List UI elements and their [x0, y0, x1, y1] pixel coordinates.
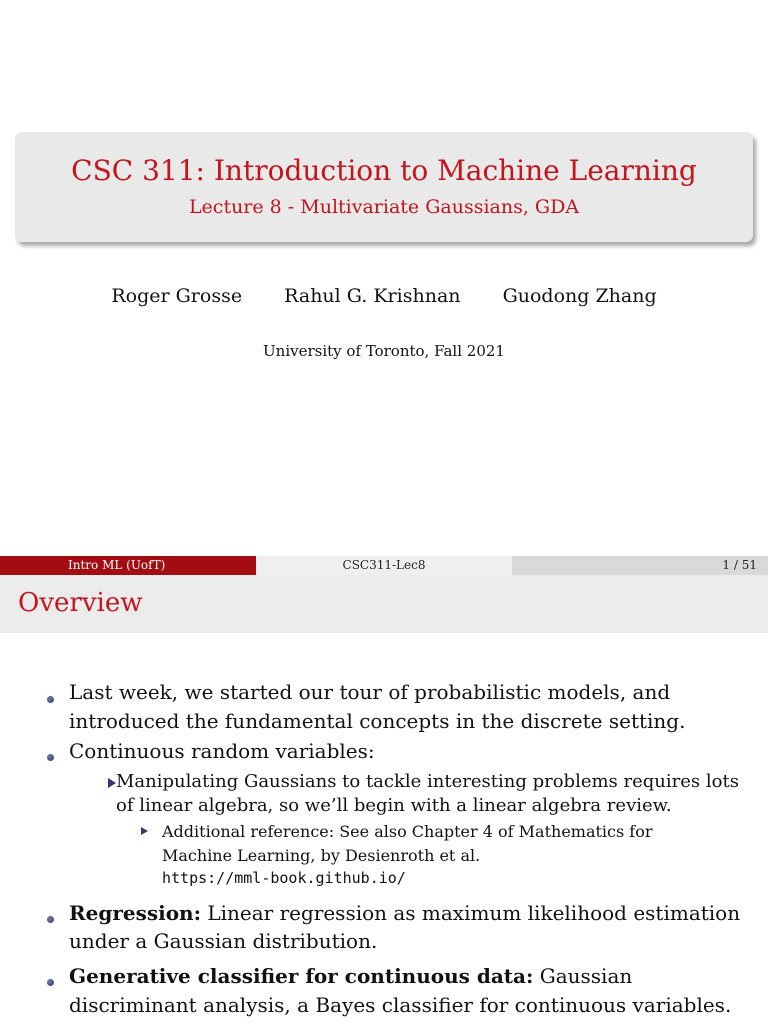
footer-left — [0, 556, 256, 575]
bullet-1-line-1: Last week, we started our tour of probabilistic models, and — [69, 680, 671, 704]
bullet-dot-icon — [47, 754, 54, 761]
bullet-triangle-icon — [141, 827, 148, 835]
bullet-3-line-1 — [69, 899, 740, 927]
bullet-4-line-2: discriminant analysis, a Bayes classifier for continuous variables. — [69, 993, 732, 1017]
authors — [0, 285, 768, 307]
author-3: Guodong Zhang — [502, 285, 657, 307]
bullet-1-line-2: introduced the fundamental concepts in the discrete setting. — [69, 709, 686, 733]
bullet-3-bold: Regression: — [69, 901, 201, 925]
overview-content — [0, 633, 768, 1024]
bullet-dot-icon — [47, 916, 54, 923]
footer-lecture: CSC311-Lec8 — [342, 558, 426, 572]
reference-link[interactable]: https://mml-book.github.io/ — [162, 869, 406, 887]
bullet-2-sub-line-2: of linear algebra, so we’ll begin with a linear algebra review. — [116, 795, 672, 816]
frame-title-bar — [0, 575, 768, 633]
bullet-3-line-2: under a Gaussian distribution. — [69, 929, 378, 953]
frame-title: Overview — [18, 588, 143, 618]
footer-center — [256, 556, 512, 575]
bullet-triangle-icon — [108, 778, 116, 788]
bullet-dot-icon — [47, 696, 54, 703]
slide-subtitle: Lecture 8 - Multivariate Gaussians, GDA — [188, 196, 580, 218]
bullet-4-text: Gaussian — [533, 964, 633, 988]
bullet-4-line-1 — [69, 962, 632, 990]
title-box — [15, 132, 753, 242]
bullet-3-text: Linear regression as maximum likelihood estimation — [200, 901, 741, 925]
footer-right — [512, 556, 768, 575]
page-number: 1 / 51 — [722, 558, 757, 572]
slide-title: CSC 311: Introduction to Machine Learning — [71, 154, 697, 187]
bullet-2: Continuous random variables: — [69, 739, 375, 763]
footer-course: Intro ML (UofT) — [68, 558, 166, 572]
bullet-4-bold: Generative classifier for continuous data: — [69, 964, 534, 988]
bullet-dot-icon — [47, 979, 54, 986]
institute: University of Toronto, Fall 2021 — [263, 342, 505, 360]
slide-footer — [0, 556, 768, 575]
bullet-2-subsub-line-1: Additional reference: See also Chapter 4 of Mathematics for — [162, 822, 653, 841]
author-2: Rahul G. Krishnan — [284, 285, 461, 307]
bullet-2-subsub-line-2: Machine Learning, by Desienroth et al. — [162, 846, 481, 865]
bullet-2-sub-line-1: Manipulating Gaussians to tackle interesting problems requires lots — [116, 771, 739, 792]
author-1: Roger Grosse — [111, 285, 243, 307]
